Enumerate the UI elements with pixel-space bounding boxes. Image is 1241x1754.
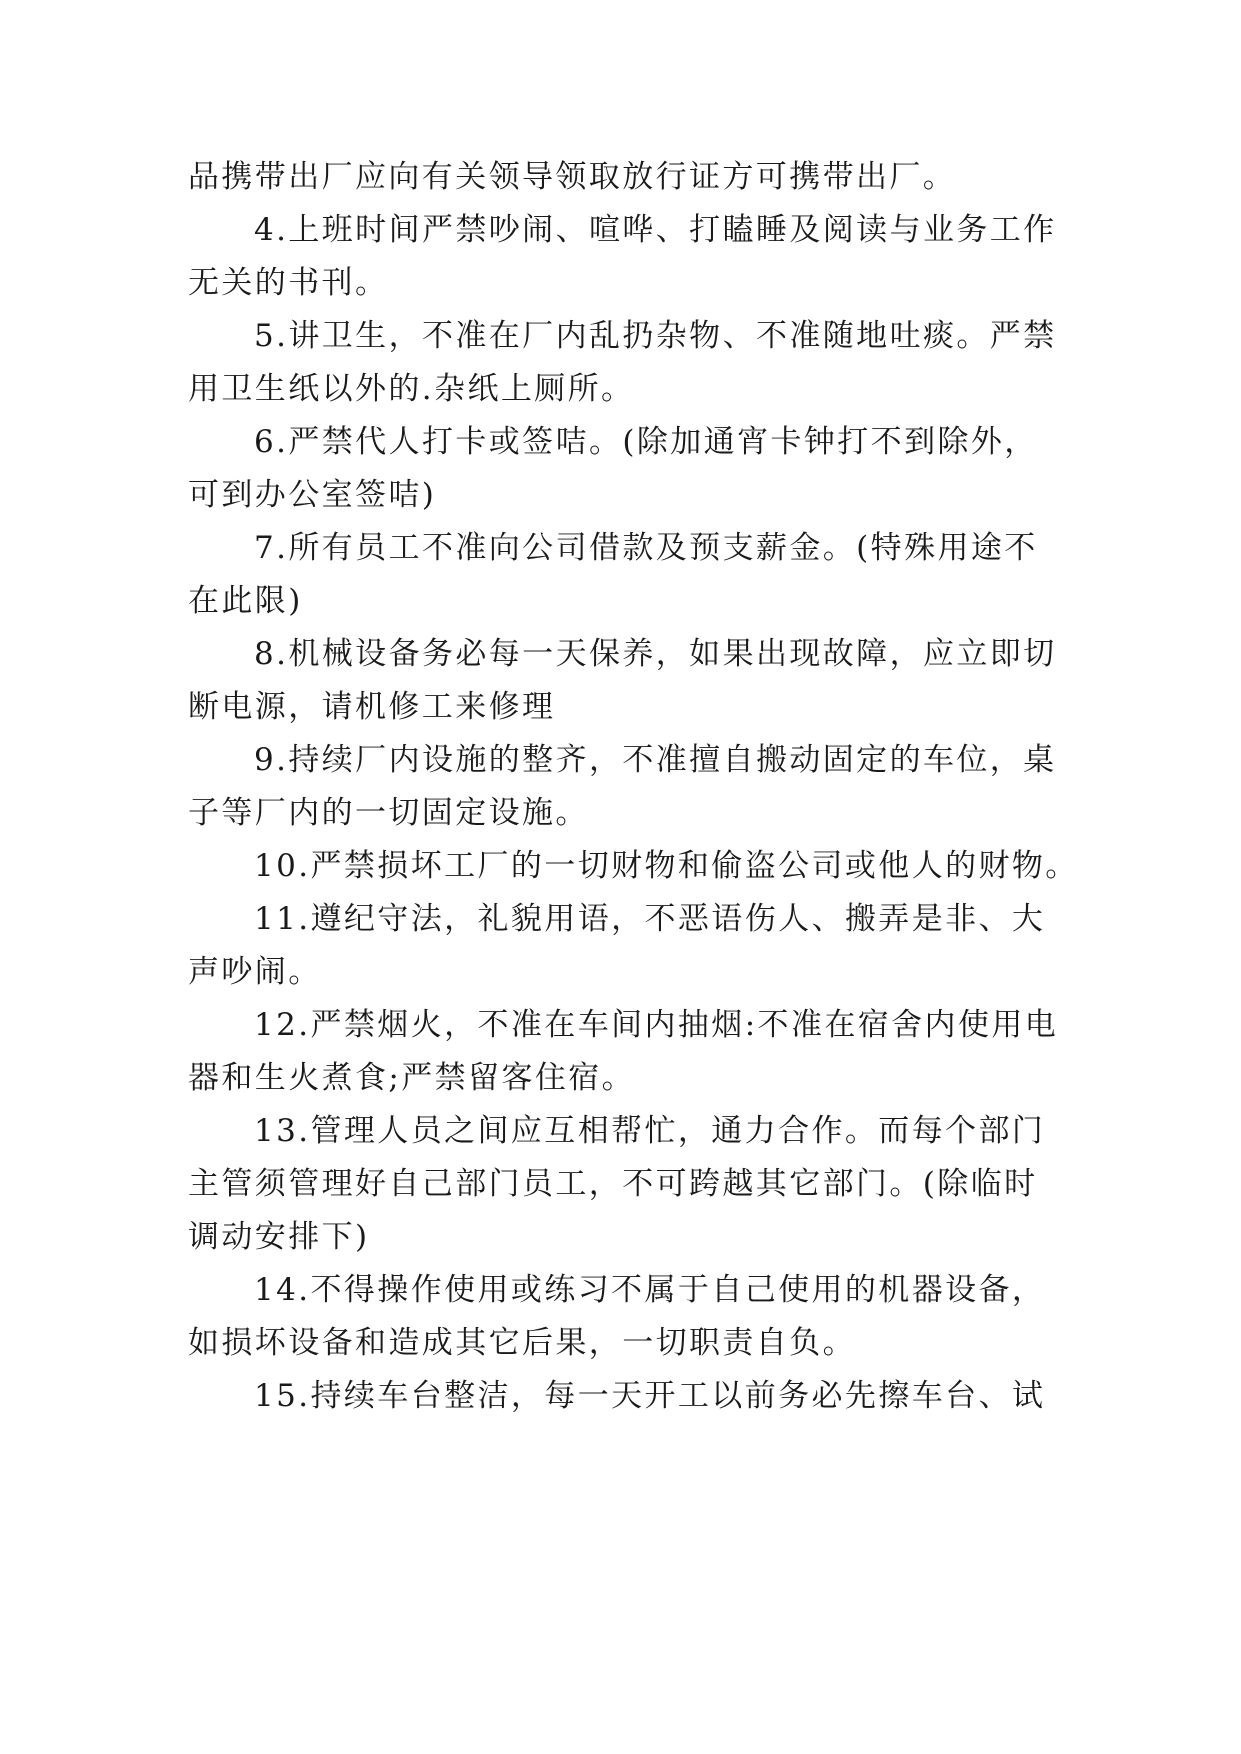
text-line: 器和生火煮食;严禁留客住宿。 — [188, 1060, 636, 1096]
text-line: 可到办公室签咭) — [188, 477, 437, 513]
rule-item-4: 4.上班时间严禁吵闹、喧哗、打瞌睡及阅读与业务工作 — [254, 212, 1057, 248]
rule-item-14: 14.不得操作使用或练习不属于自己使用的机器设备， — [254, 1272, 1046, 1308]
text-line: 用卫生纸以外的.杂纸上厕所。 — [188, 371, 635, 407]
text-line: 如损坏设备和造成其它后果，一切职责自负。 — [188, 1325, 856, 1361]
text-line: 子等厂内的一切固定设施。 — [188, 795, 589, 831]
rule-item-8: 8.机械设备务必每一天保养，如果出现故障，应立即切 — [254, 636, 1057, 672]
text-line: 品携带出厂应向有关领导领取放行证方可携带出厂。 — [188, 159, 957, 195]
text-line: 无关的书刊。 — [188, 265, 389, 301]
rule-item-9: 9.持续厂内设施的整齐，不准擅自搬动固定的车位，桌 — [254, 742, 1057, 778]
text-line: 声吵闹。 — [188, 954, 322, 990]
rule-item-10: 10.严禁损坏工厂的一切财物和偷盗公司或他人的财物。 — [254, 848, 1079, 884]
rule-item-13: 13.管理人员之间应互相帮忙，通力合作。而每个部门 — [254, 1113, 1046, 1149]
text-line: 断电源，请机修工来修理 — [188, 689, 556, 725]
rule-item-11: 11.遵纪守法，礼貌用语，不恶语伤人、搬弄是非、大 — [254, 901, 1046, 937]
rule-item-5: 5.讲卫生，不准在厂内乱扔杂物、不准随地吐痰。严禁 — [254, 318, 1057, 354]
text-line: 主管须管理好自己部门员工，不可跨越其它部门。(除临时 — [188, 1166, 1038, 1202]
rule-item-15: 15.持续车台整洁，每一天开工以前务必先擦车台、试 — [254, 1378, 1046, 1414]
rule-item-12: 12.严禁烟火，不准在车间内抽烟:不准在宿舍内使用电 — [254, 1007, 1059, 1043]
rule-item-6: 6.严禁代人打卡或签咭。(除加通宵卡钟打不到除外， — [254, 424, 1038, 460]
text-line: 在此限) — [188, 583, 303, 619]
text-line: 调动安排下) — [188, 1219, 370, 1255]
rule-item-7: 7.所有员工不准向公司借款及预支薪金。(特殊用途不 — [254, 530, 1038, 566]
